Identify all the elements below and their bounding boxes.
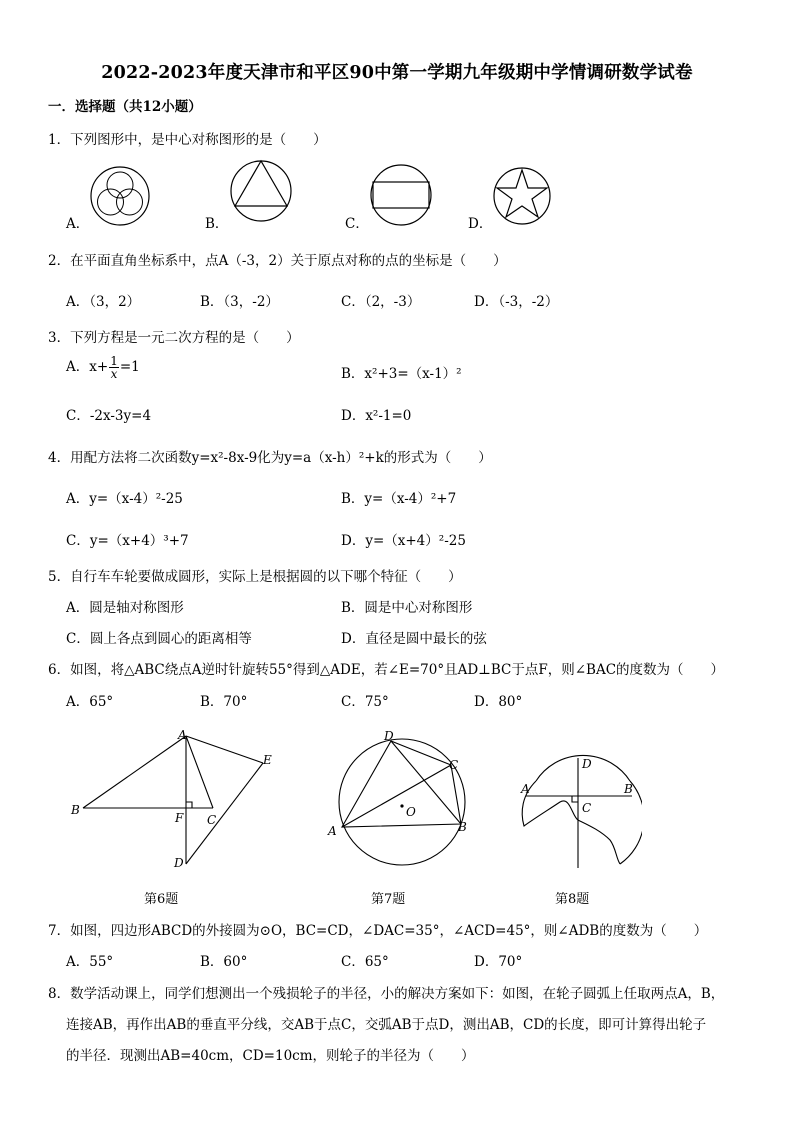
figure-7-cyclic-quadrilateral [325,728,475,868]
q4-option-b: B．y=（x-4）²+7 [341,491,457,507]
fig6-point-a: A [178,728,187,742]
q3-fraction-denominator: x [110,367,118,381]
fig7-point-o: O [406,805,416,819]
q3-fraction-numerator: 1 [110,354,118,368]
figure-6-rotation-triangles [66,722,286,872]
q1-figure-c-rectangle-in-circle [368,162,434,228]
q4-option-d: D．y=（x+4）²-25 [341,533,466,549]
caption-figure-7: 第7题 [371,892,406,907]
question-1-stem: 1．下列图形中，是中心对称图形的是（ ） [48,132,327,148]
question-7-stem: 7．如图，四边形ABCD的外接圆为⊙O，BC=CD，∠DAC=35°，∠ACD=45°，则∠ADB的度数为（ ） [48,923,708,939]
q1-figure-b-triangle-in-circle [228,158,294,224]
q6-option-c: C．75° [341,694,389,710]
fig6-point-d: D [174,856,184,870]
q7-option-c: C．65° [341,954,389,970]
question-2-stem: 2．在平面直角坐标系中，点A（-3，2）关于原点对称的点的坐标是（ ） [48,253,507,269]
q3-option-a-fraction [109,355,119,380]
q5-option-c: C．圆上各点到圆心的距离相等 [66,631,252,647]
fig7-center-dot [400,804,403,807]
fig6-point-e: E [263,753,272,767]
q6-option-b: B．70° [200,694,248,710]
q2-option-b: B．（3，-2） [200,294,279,310]
question-8-line-3: 的半径．现测出AB=40cm，CD=10cm，则轮子的半径为（ ） [66,1048,475,1064]
question-8-line-1: 8．数学活动课上，同学们想测出一个残损轮子的半径，小的解决方案如下：如图，在轮子圆弧上任取两点A，B， [48,986,725,1002]
q1-option-a-label: A． [66,216,90,232]
q5-option-a: A．圆是轴对称图形 [66,600,184,616]
question-4-stem: 4．用配方法将二次函数y=x²-8x-9化为y=a（x-h）²+k的形式为（ ） [48,450,492,466]
question-3-stem: 3．下列方程是一元二次方程的是（ ） [48,330,300,346]
q1-figure-d-star-in-circle [490,164,554,228]
figure-8-broken-wheel [512,750,642,870]
q7-option-a: A．55° [66,954,114,970]
q5-option-d: D．直径是圆中最长的弦 [341,631,487,647]
q1-option-d-label: D． [468,216,493,232]
q6-option-a: A．65° [66,694,114,710]
fig7-point-a: A [328,824,337,838]
q1-figure-a-trefoil [88,164,152,228]
q1-option-c-label: C． [345,216,369,232]
q3-option-a [66,355,140,380]
fig6-point-f: F [175,811,184,825]
caption-figure-8: 第8题 [555,892,590,907]
fig6-point-b: B [71,803,80,817]
q4-option-c: C．y=（x+4）³+7 [66,533,189,549]
exam-title: 2022-2023年度天津市和平区90中第一学期九年级期中学情调研数学试卷 [101,63,693,83]
fig7-point-b: B [458,820,467,834]
q3-option-c: C．-2x-3y=4 [66,408,152,424]
q2-option-d: D．（-3，-2） [474,294,559,310]
fig7-point-c: C [449,758,459,772]
fig7-point-d: D [384,729,394,743]
fig8-point-b: B [624,782,633,796]
q3-option-b: B．x²+3=（x-1）² [341,366,462,382]
fig8-point-d: D [582,757,592,771]
caption-figure-6: 第6题 [144,892,179,907]
question-6-stem: 6．如图，将△ABC绕点A逆时针旋转55°得到△ADE，若∠E=70°且AD⊥BC于点F，则∠BAC的度数为（ ） [48,662,725,678]
q3-option-a-suffix: =1 [119,359,140,375]
q6-option-d: D．80° [474,694,523,710]
fig8-point-c: C [582,801,592,815]
q7-option-b: B．60° [200,954,248,970]
fig8-point-a: A [521,782,530,796]
section-heading: 一．选择题（共12小题） [48,99,202,115]
q1-option-b-label: B． [205,216,229,232]
q5-option-b: B．圆是中心对称图形 [341,600,473,616]
q2-option-a: A．（3，2） [66,294,141,310]
question-5-stem: 5．自行车车轮要做成圆形，实际上是根据圆的以下哪个特征（ ） [48,569,462,585]
question-8-line-2: 连接AB，再作出AB的垂直平分线，交AB于点C，交弧AB于点D，测出AB，CD的长度，即可计算得出轮子 [66,1017,707,1033]
q3-option-d: D．x²-1=0 [341,408,412,424]
q7-option-d: D．70° [474,954,523,970]
q4-option-a: A．y=（x-4）²-25 [66,491,183,507]
fig6-point-c: C [207,813,217,827]
q3-option-a-prefix: A．x+ [66,359,109,375]
q2-option-c: C．（2，-3） [341,294,421,310]
